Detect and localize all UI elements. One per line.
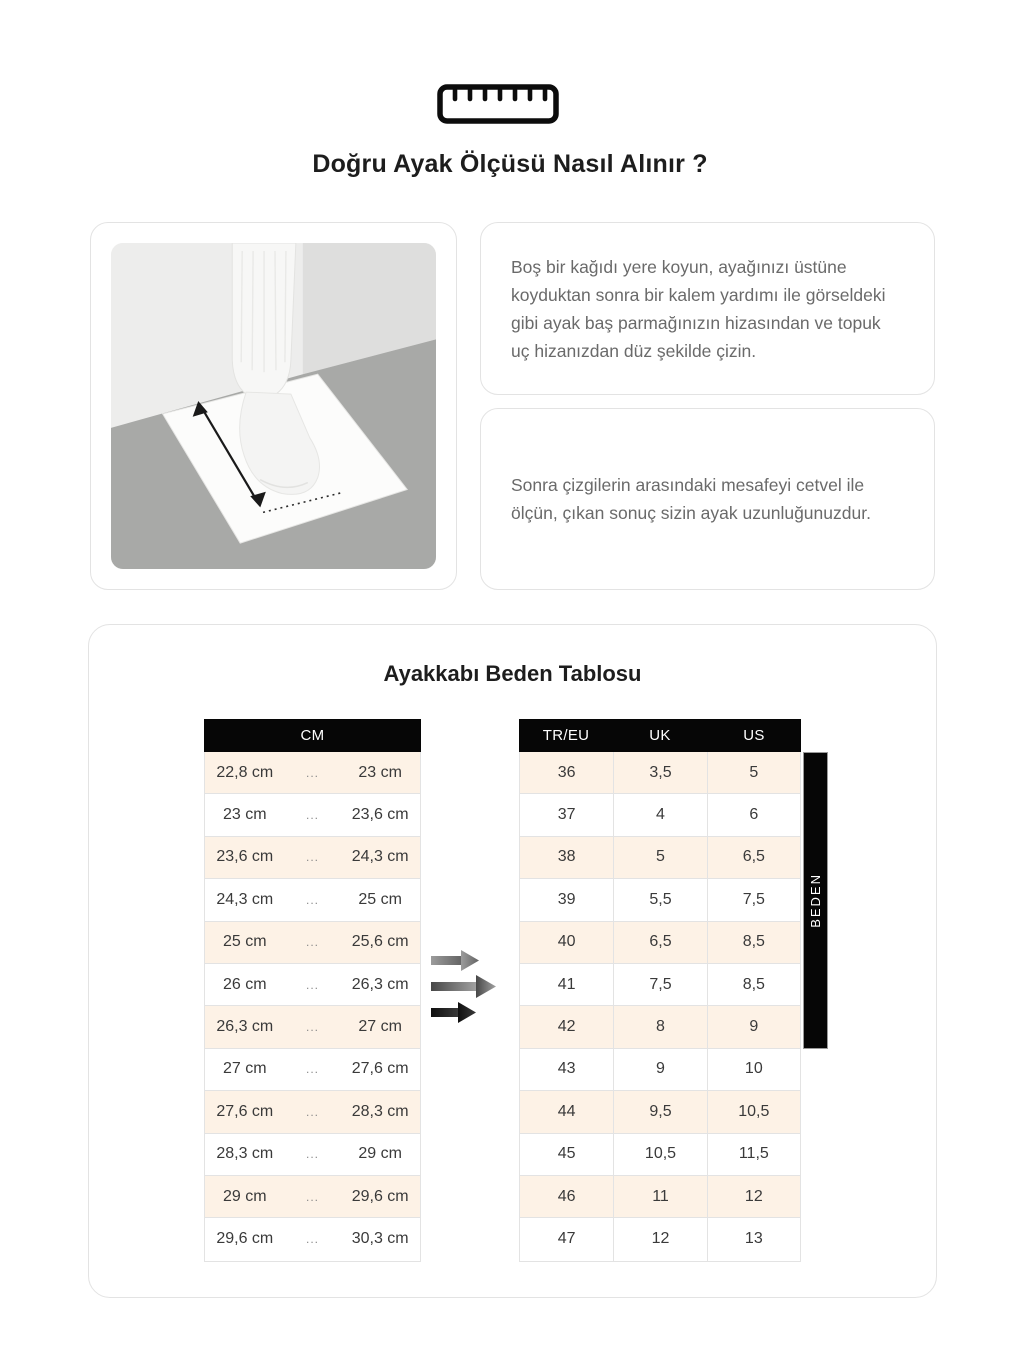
range-dots: ...	[305, 1232, 319, 1247]
range-dots: ...	[305, 1104, 319, 1119]
table-cell: 26,3 cm	[351, 975, 409, 993]
table-cell: 6	[707, 794, 800, 835]
table-cell: 36	[557, 763, 576, 781]
instruction-step-2: Sonra çizgilerin arasındaki mesafeyi cetvel ile ölçün, çıkan sonuç sizin ayak uzunluğunuzdur.	[511, 475, 871, 523]
table-cell: 10,5	[707, 1091, 800, 1132]
table-cell: 23 cm	[358, 763, 402, 781]
table-cell: 29 cm	[358, 1145, 402, 1163]
shoe-size-table-row	[520, 1134, 800, 1176]
instruction-step-1: Boş bir kağıdı yere koyun, ayağınızı üstüne koyduktan sonra bir kalem yardımı ile görseldeki gibi ayak baş parmağınızın hizasından ve topuk uç hizanızdan düz şekilde çizin.	[511, 256, 886, 361]
cm-table-header: CM	[204, 719, 421, 752]
table-cell: 10,5	[613, 1134, 706, 1175]
table-cell: 24,3 cm	[216, 890, 274, 908]
col-header-uk: UK	[649, 727, 671, 744]
table-cell: 29,6 cm	[351, 1187, 409, 1205]
cm-table-row	[205, 752, 420, 794]
size-table-title: Ayakkabı Beden Tablosu	[383, 661, 642, 686]
shoe-size-table-row	[520, 1006, 800, 1048]
cm-table-row	[205, 837, 420, 879]
cm-table-row	[205, 1091, 420, 1133]
table-cell: 23 cm	[223, 806, 267, 824]
table-cell: 28,3 cm	[351, 1102, 409, 1120]
table-cell: 13	[707, 1218, 800, 1260]
table-cell: 43	[557, 1060, 576, 1078]
shoe-size-table-row	[520, 837, 800, 879]
table-cell: 29,6 cm	[216, 1230, 274, 1248]
cm-table-row	[205, 879, 420, 921]
table-cell: 5	[613, 837, 706, 878]
cm-table-row	[205, 794, 420, 836]
cm-table-row	[205, 1176, 420, 1218]
cm-table-row	[205, 1006, 420, 1048]
table-cell: 6,5	[613, 922, 706, 963]
table-cell: 26 cm	[223, 975, 267, 993]
range-dots: ...	[305, 808, 319, 823]
table-cell: 7,5	[707, 879, 800, 920]
range-dots: ...	[305, 850, 319, 865]
table-cell: 40	[557, 933, 576, 951]
table-cell: 39	[557, 890, 576, 908]
table-cell: 24,3 cm	[351, 848, 409, 866]
cm-table-row	[205, 1218, 420, 1260]
table-cell: 25,6 cm	[351, 933, 409, 951]
table-cell: 25 cm	[223, 933, 267, 951]
range-dots: ...	[305, 1147, 319, 1162]
shoe-size-table-row	[520, 794, 800, 836]
table-cell: 23,6 cm	[216, 848, 274, 866]
table-cell: 45	[557, 1145, 576, 1163]
cm-table-body	[204, 752, 421, 1262]
table-cell: 28,3 cm	[216, 1145, 274, 1163]
shoe-size-table-row	[520, 879, 800, 921]
table-cell: 9	[707, 1006, 800, 1047]
table-cell: 5,5	[613, 879, 706, 920]
table-cell: 6,5	[707, 837, 800, 878]
table-cell: 27,6 cm	[351, 1060, 409, 1078]
table-cell: 27 cm	[358, 1018, 402, 1036]
table-cell: 9	[613, 1049, 706, 1090]
shoe-size-table	[519, 719, 801, 1262]
range-dots: ...	[305, 1062, 319, 1077]
cm-table	[204, 719, 421, 1262]
table-cell: 38	[557, 848, 576, 866]
shoe-size-table-body	[519, 752, 801, 1262]
shoe-size-table-row	[520, 922, 800, 964]
table-cell: 4	[613, 794, 706, 835]
table-cell: 22,8 cm	[216, 763, 274, 781]
table-cell: 12	[613, 1218, 706, 1260]
range-dots: ...	[305, 892, 319, 907]
beden-label-text: BEDEN	[808, 873, 823, 928]
cm-table-row	[205, 922, 420, 964]
measurement-photo-card	[90, 222, 457, 590]
cm-table-row	[205, 964, 420, 1006]
table-cell: 12	[707, 1176, 800, 1217]
table-cell: 26,3 cm	[216, 1018, 274, 1036]
table-cell: 30,3 cm	[351, 1230, 409, 1248]
shoe-size-table-row	[520, 1176, 800, 1218]
col-header-tr-eu: TR/EU	[542, 727, 590, 744]
table-cell: 8,5	[707, 922, 800, 963]
transfer-arrows-icon	[430, 947, 502, 1025]
shoe-size-table-row	[520, 1091, 800, 1133]
table-cell: 5	[707, 752, 800, 793]
range-dots: ...	[305, 935, 319, 950]
table-cell: 3,5	[613, 752, 706, 793]
table-cell: 23,6 cm	[351, 806, 409, 824]
shoe-size-table-row	[520, 1049, 800, 1091]
table-cell: 7,5	[613, 964, 706, 1005]
foot-measurement-photo	[111, 243, 436, 569]
table-cell: 10	[707, 1049, 800, 1090]
shoe-size-table-row	[520, 1218, 800, 1260]
table-cell: 44	[557, 1102, 576, 1120]
table-cell: 29 cm	[223, 1187, 267, 1205]
range-dots: ...	[305, 977, 319, 992]
table-cell: 46	[557, 1187, 576, 1205]
table-cell: 25 cm	[358, 890, 402, 908]
shoe-size-table-row	[520, 964, 800, 1006]
shoe-size-table-header	[519, 719, 801, 752]
table-cell: 42	[557, 1018, 576, 1036]
table-cell: 11,5	[707, 1134, 800, 1175]
table-cell: 47	[557, 1230, 576, 1248]
table-cell: 8,5	[707, 964, 800, 1005]
table-cell: 37	[557, 806, 576, 824]
instruction-card-2	[480, 408, 935, 590]
beden-side-label	[803, 752, 828, 1049]
range-dots: ...	[305, 1020, 319, 1035]
table-cell: 8	[613, 1006, 706, 1047]
instruction-card-1	[480, 222, 935, 395]
range-dots: ...	[305, 765, 319, 780]
table-cell: 27 cm	[223, 1060, 267, 1078]
table-cell: 41	[557, 975, 576, 993]
cm-table-row	[205, 1049, 420, 1091]
col-header-us: US	[743, 727, 765, 744]
shoe-size-table-row	[520, 752, 800, 794]
cm-table-row	[205, 1134, 420, 1176]
size-table-card	[88, 624, 937, 1298]
table-cell: 11	[613, 1176, 706, 1217]
range-dots: ...	[305, 1189, 319, 1204]
page-title: Doğru Ayak Ölçüsü Nasıl Alınır ?	[312, 150, 708, 178]
ruler-icon	[437, 84, 559, 124]
table-cell: 9,5	[613, 1091, 706, 1132]
table-cell: 27,6 cm	[216, 1102, 274, 1120]
